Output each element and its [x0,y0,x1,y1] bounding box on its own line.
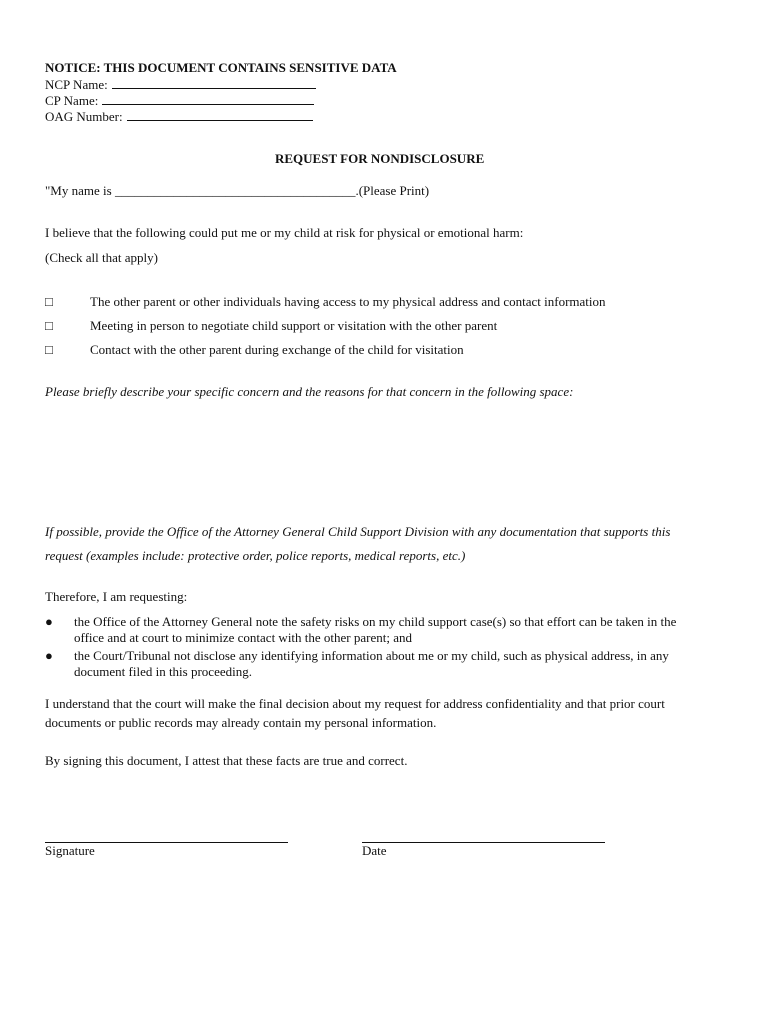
cp-name-blank[interactable] [102,92,314,105]
oag-number-field [45,108,313,125]
request-1-line-2: office and at court to minimize contact with the other parent; and [74,630,412,645]
belief-statement: I believe that the following could put me or my child at risk for physical or emotional harm: [45,225,524,240]
ncp-name-blank[interactable] [112,76,316,89]
option-1-label: The other parent or other individuals having access to my physical address and contact information [90,294,606,309]
oag-number-blank[interactable] [127,108,313,121]
attestation-statement: By signing this document, I attest that these facts are true and correct. [45,753,408,768]
check-all-note: (Check all that apply) [45,250,158,265]
request-1-line-1: the Office of the Attorney General note the safety risks on my child support case(s) so that effort can be taken in the [74,614,677,629]
request-2-line-2: document filed in this proceeding. [74,664,252,679]
checkbox-icon[interactable]: □ [45,294,53,309]
understand-line-2: documents or public records may already contain my personal information. [45,715,437,730]
ncp-name-field [45,76,316,93]
checkbox-option-1[interactable] [45,294,53,310]
document-title: REQUEST FOR NONDISCLOSURE [275,151,485,166]
cp-name-label: CP Name: [45,93,99,108]
documentation-instruction-line-2: request (examples include: protective order, police reports, medical reports, etc.) [45,548,466,563]
checkbox-option-3[interactable] [45,342,53,358]
name-line-prefix: "My name is [45,183,115,198]
name-line [45,183,429,199]
checkbox-icon[interactable]: □ [45,318,53,333]
date-label: Date [362,843,387,858]
oag-number-label: OAG Number: [45,109,123,124]
requesting-intro: Therefore, I am requesting: [45,589,188,604]
option-3-label: Contact with the other parent during exchange of the child for visitation [90,342,464,357]
cp-name-field [45,92,314,109]
describe-instruction: Please briefly describe your specific concern and the reasons for that concern in the following space: [45,384,574,399]
ncp-name-label: NCP Name: [45,77,108,92]
understand-line-1: I understand that the court will make the final decision about my request for address confidentiality and that prior court [45,696,665,711]
request-2-line-1: the Court/Tribunal not disclose any identifying information about me or my child, such as physical address, in any [74,648,669,663]
bullet-icon: ● [45,614,53,629]
sensitive-data-notice: NOTICE: THIS DOCUMENT CONTAINS SENSITIVE DATA [45,60,397,75]
checkbox-option-2[interactable] [45,318,53,334]
concern-description-area[interactable] [45,404,725,514]
checkbox-icon[interactable]: □ [45,342,53,357]
name-line-suffix: .(Please Print) [355,183,430,198]
date-line[interactable] [362,842,605,843]
bullet-icon: ● [45,648,53,663]
option-2-label: Meeting in person to negotiate child support or visitation with the other parent [90,318,498,333]
documentation-instruction-line-1: If possible, provide the Office of the Attorney General Child Support Division with any documentation that supports this [45,524,671,539]
signature-label: Signature [45,843,95,858]
name-line-blank[interactable]: _____________________________________ [114,183,356,198]
